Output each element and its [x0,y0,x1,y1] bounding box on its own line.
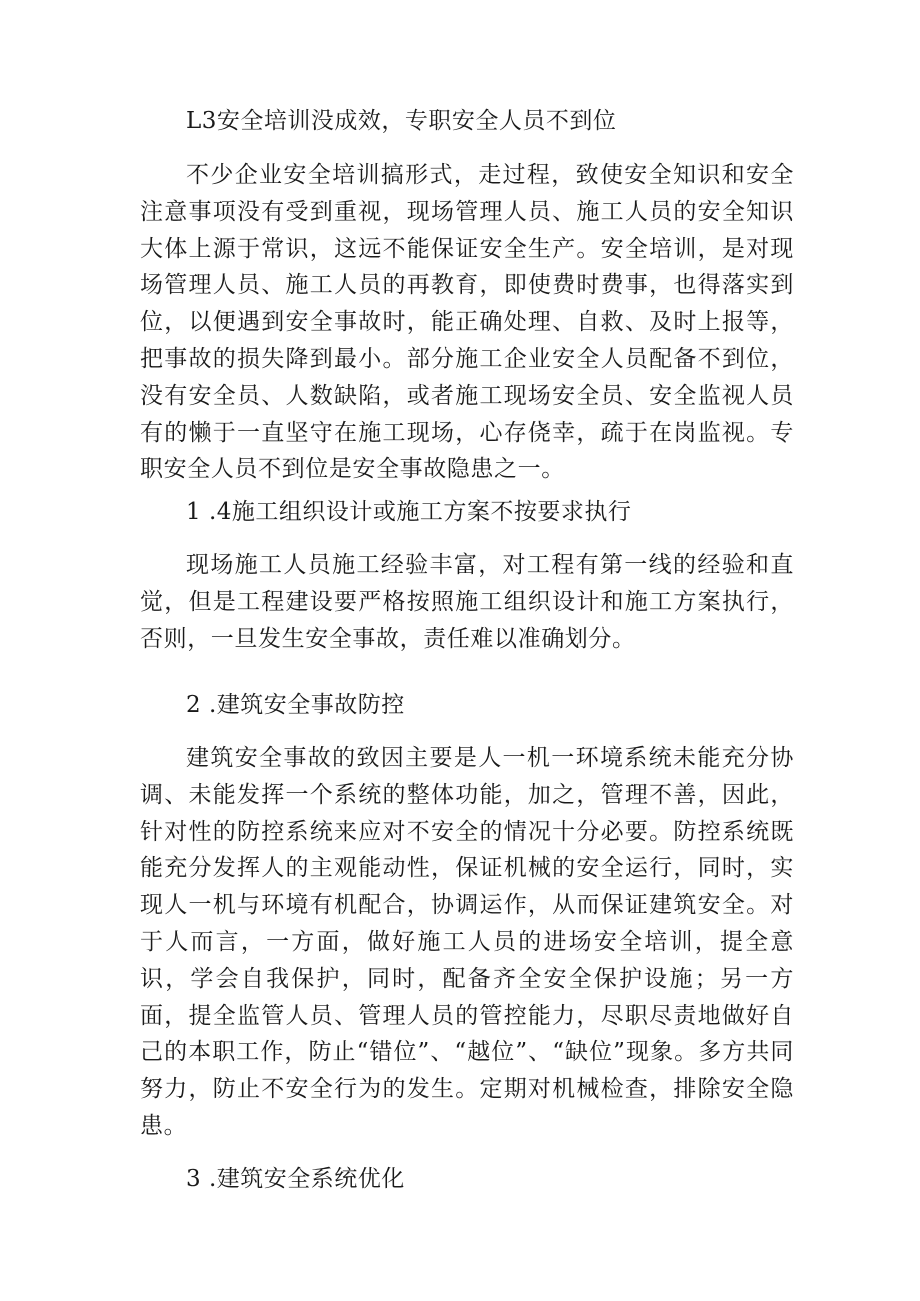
section-heading-1-3: L3安全培训没成效，专职安全人员不到位 [186,108,617,134]
section-heading-2: 2 .建筑安全事故防控 [186,692,405,718]
section-heading-3: 3 .建筑安全系统优化 [186,1166,405,1192]
section-paragraph-1-3: 不少企业安全培训搞形式，走过程，致使安全知识和安全注意事项没有受到重视，现场管理人员、施工人员的安全知识大体上源于常识，这远不能保证安全生产。安全培训，是对现场管理人员、施工人员的再教育，即使费时费事，也得落实到位，以便遇到安全事故时，能正确处理、自救、及时上报等，把事故的损失降到最小。部分施工企业安全人员配备不到位，没有安全员、人数缺陷，或者施工现场安全员、安全监视人员有的懒于一直坚守在施工现场，心存侥幸，疏于在岗监视。专职安全人员不到位是安全事故隐患之一。 [140,162,794,483]
section-paragraph-1-4: 现场施工人员施工经验丰富，对工程有第一线的经验和直觉，但是工程建设要严格按照施工组织设计和施工方案执行，否则，一旦发生安全事故，责任难以准确划分。 [140,552,794,652]
section-paragraph-2: 建筑安全事故的致因主要是人一机一环境系统未能充分协调、未能发挥一个系统的整体功能，加之，管理不善，因此，针对性的防控系统来应对不安全的情况十分必要。防控系统既能充分发挥人的主观能动性，保证机械的安全运行，同时，实现人一机与环境有机配合，协调运作，从而保证建筑安全。对于人而言，一方面，做好施工人员的进场安全培训，提全意识，学会自我保护，同时，配备齐全安全保护设施；另一方面，提全监管人员、管理人员的管控能力，尽职尽责地做好自己的本职工作，防止“错位”、“越位”、“缺位”现象。多方共同努力，防止不安全行为的发生。定期对机械检查，排除安全隐患。 [140,745,794,1139]
section-heading-1-4: 1 .4施工组织设计或施工方案不按要求执行 [186,499,632,525]
